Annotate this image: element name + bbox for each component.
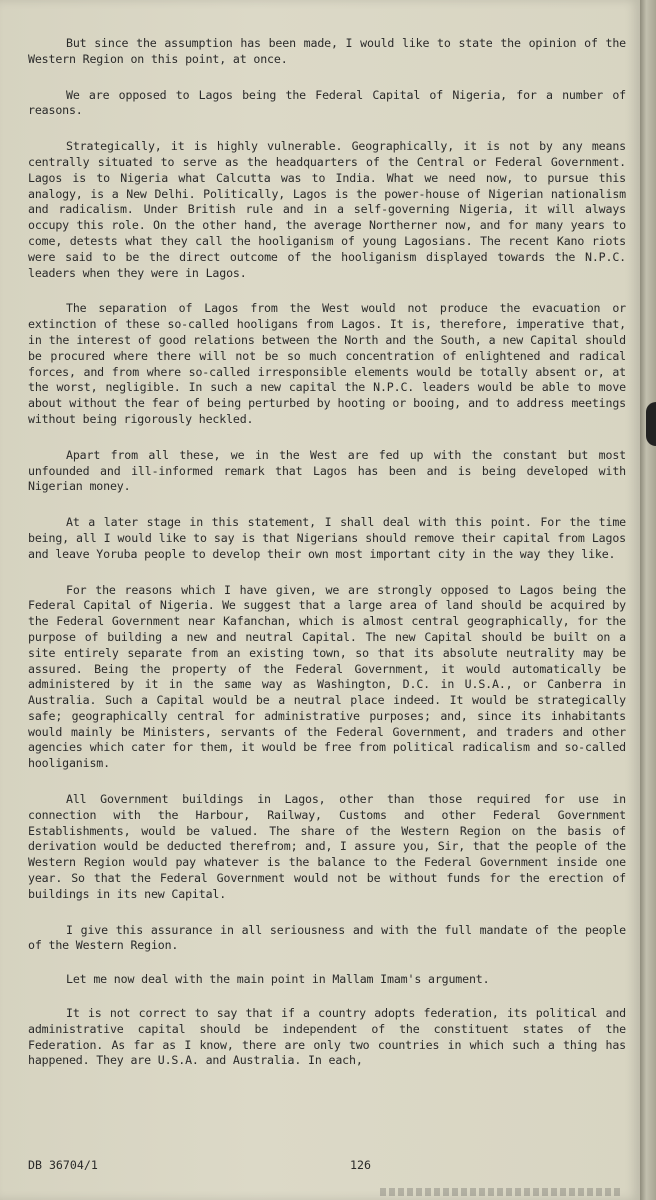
bleed-through-text — [380, 1188, 620, 1196]
paragraph: At a later stage in this statement, I shall deal with this point. For the time being, all I would like to say is that Nigerians should remove their capital from Lagos and leave Yoruba people to develop their own most important city in the way they like. — [28, 515, 626, 561]
binding-edge — [640, 0, 656, 1200]
paragraph: The separation of Lagos from the West would not produce the evacuation or extinction of these so-called hooligans from Lagos. It is, therefore, imperative that, in the interest of good relations between the North and the South, a new Capital should be procured where there will not be so much concentration of enlightened and radical forces, and from where so-called irresponsible elements would be totally absent or, at the worst, negligible. In such a new capital the N.P.C. leaders would be able to move about without the fear of being perturbed by hooting or booing, and to address meetings without being rigorously heckled. — [28, 301, 626, 426]
paragraph: Let me now deal with the main point in Mallam Imam's argument. — [66, 972, 490, 987]
paragraph: We are opposed to Lagos being the Federal Capital of Nigeria, for a number of reasons. — [28, 87, 626, 118]
document-body — [28, 36, 626, 1089]
paragraph: I give this assurance in all seriousness and with the full mandate of the people of the Western Region. — [28, 922, 626, 953]
paragraph: Strategically, it is highly vulnerable. Geographically, it is not by any means centrally situated to serve as the headquarters of the Central or Federal Government. Lagos is to Nigeria what Calcutta was to India. What we need now, to pursue this analogy, is a New Delhi. Politically, Lagos is the power-house of Nigerian nationalism and radicalism. Under British rule and in a self-governing Nigeria, it will always occupy this role. On the other hand, the average Northerner now, and for many years to come, detests what they call the hooliganism of young Lagosians. The recent Kano riots were said to be the direct outcome of the hooliganism displayed towards the N.P.C. leaders when they were in Lagos. — [28, 139, 626, 280]
paragraph: Apart from all these, we in the West are fed up with the constant but most unfounded and ill-informed remark that Lagos has been and is being developed with Nigerian money. — [28, 447, 626, 494]
page-clip — [646, 402, 656, 446]
document-reference: DB 36704/1 — [28, 1158, 98, 1172]
paragraph: It is not correct to say that if a country adopts federation, its political and administrative capital should be independent of the constituent states of the Federation. As far as I know, there are only two countries in which such a thing has happened. They are U.S.A. and Australia. In each, — [28, 1006, 626, 1068]
paragraph: All Government buildings in Lagos, other than those required for use in connection with the Harbour, Railway, Customs and other Federal Government Establishments, would be valued. The share of the Western Region on the basis of derivation would be deducted therefrom; and, I assure you, Sir, that the people of the Western Region would pay whatever is the balance to the Federal Government inside one year. So that the Federal Government would not be without funds for the erection of buildings in its new Capital. — [28, 792, 626, 901]
paragraph: For the reasons which I have given, we are strongly opposed to Lagos being the Federal Capital of Nigeria. We suggest that a large area of land should be acquired by the Federal Government near Kafanchan, which is almost central geographically, for the purpose of building a new and neutral Capital. The new Capital should be built on a site entirely separate from an existing town, so that its absolute neutrality may be assured. Being the property of the Federal Government, it would automatically be administered by it in the same way as Washington, D.C. in U.S.A., or Canberra in Australia. Such a Capital would be a neutral place indeed. It would be strategically safe; geographically central for administrative purposes; and, since its inhabitants would mainly be Ministers, servants of the Federal Government, and traders and other agencies which cater for them, it would be free from political radicalism and so-called hooliganism. — [28, 582, 626, 771]
page-number: 126 — [350, 1158, 371, 1172]
paragraph: But since the assumption has been made, I would like to state the opinion of the Western Region on this point, at once. — [28, 36, 626, 66]
